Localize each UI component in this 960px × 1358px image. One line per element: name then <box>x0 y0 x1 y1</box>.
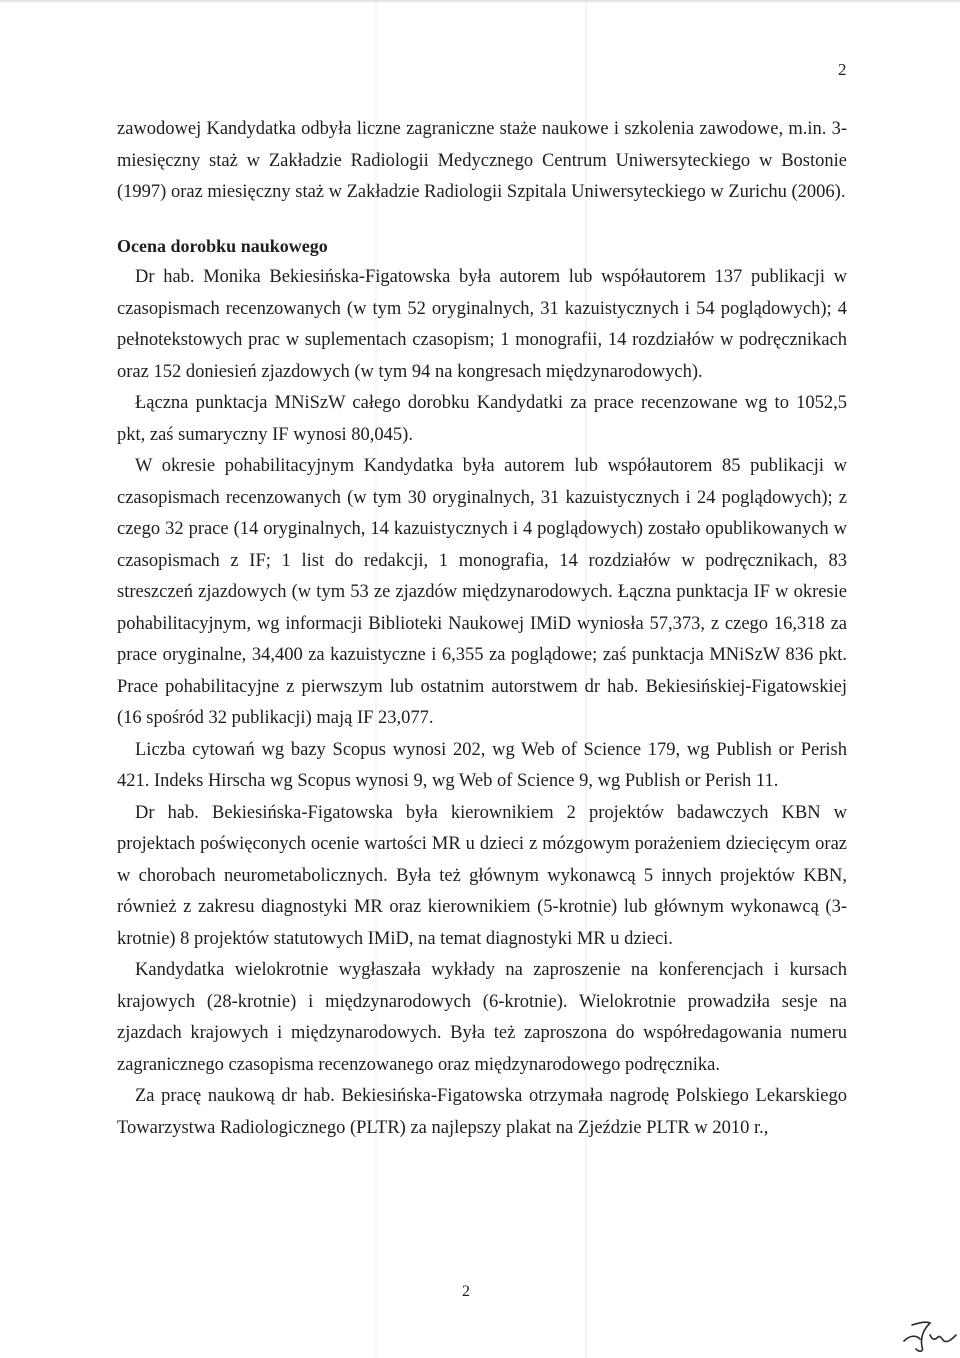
paragraph-lectures: Kandydatka wielokrotnie wygłaszała wykłady na zaproszenie na konferencjach i kursach krajowych (28-krotnie) i międzynarodowych (6-krotnie). Wielokrotnie prowadziła sesje na zjazdach krajowych i międzynarodowych. Była też zaproszona do współredagowania numeru zagranicznego czasopisma recenzowanego oraz międzynarodowego podręcznika. <box>117 960 847 1075</box>
page-number-bottom: 2 <box>462 1283 470 1300</box>
section-heading: Ocena dorobku naukowego <box>117 235 328 256</box>
paragraph-citations: Liczba cytowań wg bazy Scopus wynosi 202, wg Web of Science 179, wg Publish or Perish 421. Indeks Hirscha wg Scopus wynosi 9, wg Web of Science 9, wg Publish or Perish 11. <box>117 739 847 791</box>
page-number-top: 2 <box>838 60 847 79</box>
scan-edge <box>0 0 960 3</box>
paragraph-awards: Za pracę naukową dr hab. Bekiesińska-Figatowska otrzymała nagrodę Polskiego Lekarskiego Towarzystwa Radiologicznego (PLTR) za najlepszy plakat na Zjeździe PLTR w 2010 r., <box>117 1086 847 1138</box>
paragraph-training: zawodowej Kandydatka odbyła liczne zagraniczne staże naukowe i szkolenia zawodowe, m.in. 3-miesięczny staż w Zakładzie Radiologii Medycznego Centrum Uniwersyteckiego w Bostonie (1997) oraz miesięczny staż w Zakładzie Radiologii Szpitala Uniwersyteckiego w Zurichu (2006). <box>117 119 847 202</box>
paragraph-total-score: Łączna punktacja MNiSzW całego dorobku Kandydatki za prace recenzowane wg to 1052,5 pkt, zaś sumaryczny IF wynosi 80,045). <box>117 393 847 445</box>
handwritten-signature <box>900 1305 958 1355</box>
paragraph-publications: Dr hab. Monika Bekiesińska-Figatowska była autorem lub współautorem 137 publikacji w czasopismach recenzowanych (w tym 52 oryginalnych, 31 kazuistycznych i 54 poglądowych); 4 pełnotekstowych prac w suplementach czasopism; 1 monografii, 14 rozdziałów w podręcznikach oraz 152 doniesień zjazdowych (w tym 94 na kongresach międzynarodowych). <box>117 267 847 382</box>
paragraph-projects: Dr hab. Bekiesińska-Figatowska była kierownikiem 2 projektów badawczych KBN w projektach poświęconych ocenie wartości MR u dzieci z mózgowym porażeniem dziecięcym oraz w chorobach neurometabolicznych. Była też głównym wykonawcą 5 innych projektów KBN, również z zakresu diagnostyki MR oraz kierownikiem (5-krotnie) lub głównym wykonawcą (3-krotnie) 8 projektów statutowych IMiD, na temat diagnostyki MR u dzieci. <box>117 802 847 949</box>
paragraph-post-habilitation: W okresie pohabilitacyjnym Kandydatka była autorem lub współautorem 85 publikacji w czasopismach recenzowanych (w tym 30 oryginalnych, 31 kazuistycznych i 24 poglądowych); z czego 32 prace (14 oryginalnych, 14 kazuistycznych i 4 poglądowych) zostało opublikowanych w czasopismach z IF; 1 list do redakcji, 1 monografia, 14 rozdziałów w podręcznikach, 83 streszczeń zjazdowych (w tym 53 ze zjazdów międzynarodowych. Łączna punktacja IF w okresie pohabilitacyjnym, wg informacji Biblioteki Naukowej IMiD wyniosła 57,373, z czego 16,318 za prace oryginalne, 34,400 za kazuistyczne i 6,355 za poglądowe; zaś punktacja MNiSzW 836 pkt. Prace pohabilitacyjne z pierwszym lub ostatnim autorstwem dr hab. Bekiesińskiej-Figatowskiej (16 spośród 32 publikacji) mają IF 23,077. <box>117 456 847 728</box>
document-body <box>117 114 847 1144</box>
